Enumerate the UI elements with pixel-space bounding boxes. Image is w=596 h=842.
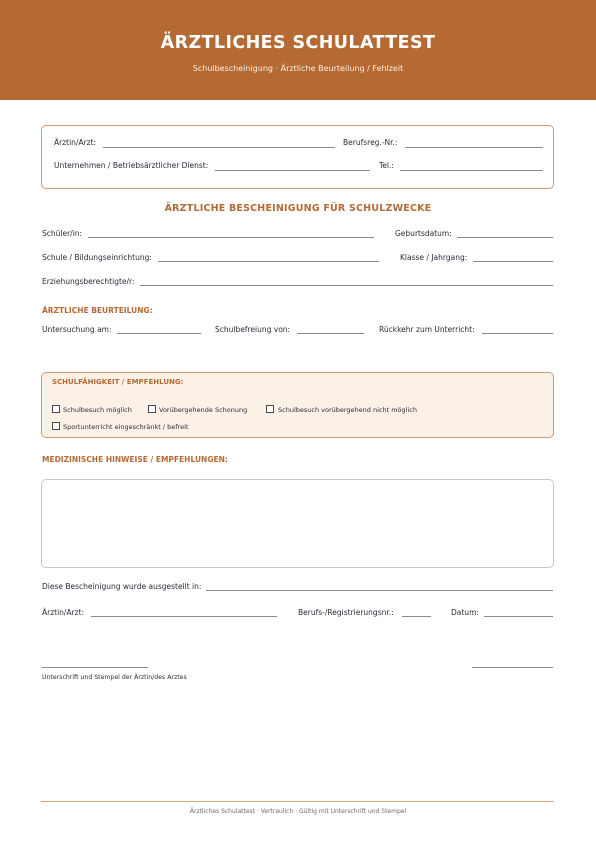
birthdate-field[interactable] — [457, 237, 553, 238]
doctor-field[interactable] — [103, 147, 335, 148]
date-label: Datum: — [451, 608, 479, 617]
phone-field[interactable] — [400, 170, 543, 171]
checkbox-school-not-possible[interactable] — [266, 405, 274, 413]
class-label: Klasse / Jahrgang: — [400, 253, 468, 262]
exemption-field[interactable] — [297, 333, 364, 334]
signature-line[interactable] — [42, 667, 148, 668]
birthdate-label: Geburtsdatum: — [395, 229, 452, 238]
exam-date-label: Untersuchung am: — [42, 325, 112, 334]
checkbox-sport-restricted[interactable] — [52, 422, 60, 430]
footer-text: Ärztliches Schulattest · Vertraulich · Gültig mit Unterschrift und Stempel — [189, 808, 407, 815]
section-title: ÄRZTLICHE BESCHEINIGUNG FÜR SCHULZWECKE — [164, 203, 432, 214]
issued-in-field[interactable] — [206, 590, 553, 591]
document-title: ÄRZTLICHES SCHULATTEST — [160, 33, 436, 53]
assessment-heading: ÄRZTLICHE BEURTEILUNG: — [42, 306, 153, 315]
issuing-doctor-label: Ärztin/Arzt: — [42, 608, 85, 617]
school-field[interactable] — [158, 261, 379, 262]
guardian-label: Erziehungsberechtigte/r: — [42, 277, 135, 286]
fitness-heading: SCHULFÄHIGKEIT / EMPFEHLUNG: — [52, 378, 184, 386]
notes-heading: MEDIZINISCHE HINWEISE / EMPFEHLUNGEN: — [42, 455, 228, 464]
class-field[interactable] — [473, 261, 553, 262]
school-label: Schule / Bildungseinrichtung: — [42, 253, 152, 262]
guardian-field[interactable] — [140, 285, 553, 286]
company-field[interactable] — [215, 170, 370, 171]
return-label: Rückkehr zum Unterricht: — [379, 325, 475, 334]
phone-label: Tel.: — [379, 161, 394, 170]
option-temporary-rest: Vorübergehende Schonung — [159, 406, 248, 414]
issued-in-label: Diese Bescheinigung wurde ausgestellt in: — [42, 582, 202, 591]
document-subtitle: Schulbescheinigung · Ärztliche Beurteilung / Fehlzeit — [192, 64, 404, 73]
date-field[interactable] — [484, 616, 553, 617]
notes-textarea[interactable] — [41, 479, 554, 568]
student-label: Schüler/in: — [42, 229, 83, 238]
return-field[interactable] — [482, 333, 553, 334]
registration-label: Berufs-/Registrierungsnr.: — [298, 608, 394, 617]
student-field[interactable] — [88, 237, 374, 238]
reg-number-label: Berufsreg.-Nr.: — [343, 138, 398, 147]
option-school-not-possible: Schulbesuch vorübergehend nicht möglich — [278, 406, 417, 414]
option-sport-restricted: Sportunterricht eingeschränkt / befreit — [63, 423, 189, 431]
checkbox-school-possible[interactable] — [52, 405, 60, 413]
exemption-label: Schulbefreiung von: — [215, 325, 291, 334]
option-school-possible: Schulbesuch möglich — [63, 406, 132, 414]
reg-number-field[interactable] — [405, 147, 543, 148]
header-banner — [0, 0, 596, 100]
stamp-line[interactable] — [472, 667, 553, 668]
company-label: Unternehmen / Betriebsärztlicher Dienst: — [54, 161, 209, 170]
doctor-label: Ärztin/Arzt: — [54, 138, 97, 147]
exam-date-field[interactable] — [117, 333, 201, 334]
checkbox-temporary-rest[interactable] — [148, 405, 156, 413]
footer-divider — [41, 801, 554, 802]
signature-caption: Unterschrift und Stempel der Ärztin/des Arztes — [42, 674, 187, 681]
issuing-doctor-field[interactable] — [91, 616, 277, 617]
registration-field[interactable] — [402, 616, 431, 617]
doctor-info-box — [41, 125, 554, 189]
